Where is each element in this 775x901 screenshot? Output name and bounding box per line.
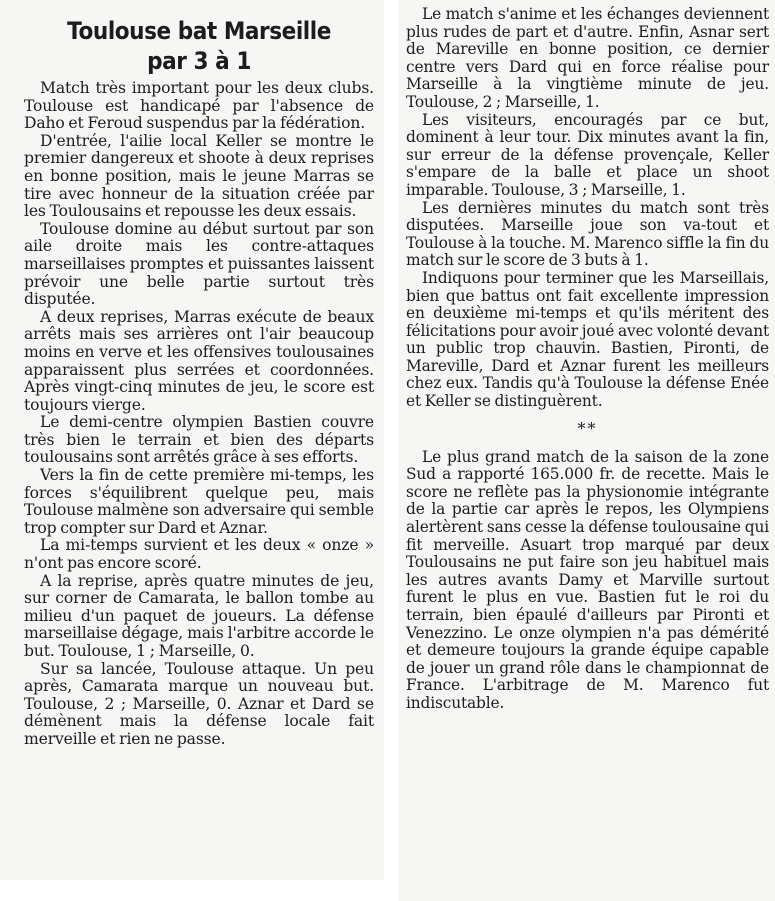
headline-line-2: par 3 à 1 bbox=[147, 47, 251, 75]
paragraph: Match très important pour les deux clubs. Toulouse est handicapé par l'absence de Daho et Feroud suspendus par la fédération. bbox=[24, 79, 374, 133]
column-gutter bbox=[384, 0, 398, 901]
paragraph: Indiquons pour terminer que les Marseillais, bien que battus ont fait excellente impression en deuxième mi-temps et qu'ils méritent des félicitations pour avoir joué avec volonté devant un public trop chauvin. Bastien, Pironti, de Mareville, Dard et Aznar furent les meilleurs chez eux. Tandis qu'à Toulouse la défense Enée et Keller se distinguèrent. bbox=[406, 268, 769, 411]
page-margin bbox=[0, 880, 384, 901]
paragraph: A deux reprises, Marras exécute de beaux arrêts mais ses arrières ont l'air beaucoup moins en verve et les offensives toulousaines apparaissent plus serrées et coordonnées. Après vingt-cinq minutes de jeu, le score est toujours vierge. bbox=[24, 307, 374, 414]
paragraph: Le match s'anime et les échanges deviennent plus rudes de part et d'autre. Enfin, Asnar sert de Mareville en bonne position, ce dernier centre vers Dard qui en force réalise pour Marseille à la vingtième minute de jeu. Toulouse, 2 ; Marseille, 1. bbox=[406, 5, 769, 111]
article-left-column bbox=[0, 0, 384, 880]
article-right-column bbox=[398, 0, 775, 901]
paragraph: Vers la fin de cette première mi-temps, les forces s'équilibrent quelque peu, mais Toulouse malmène son adversaire qui semble trop compter sur Dard et Aznar. bbox=[24, 466, 374, 537]
paragraph: Toulouse domine au début surtout par son aile droite mais les contre-attaques marseillaises promptes et puissantes laissent prévoir une belle partie surtout très disputée. bbox=[24, 219, 374, 309]
paragraph: D'entrée, l'ailie local Keller se montre le premier dangereux et shoote à deux reprises en bonne position, mais le jeune Marras se tire avec honneur de la situation créée par les Toulousains et repousse les deux essais. bbox=[24, 131, 374, 221]
section-separator: ** bbox=[577, 418, 598, 438]
paragraph: Le demi-centre olympien Bastien couvre très bien le terrain et bien des départs toulousains sont arrêtés grâce à ses efforts. bbox=[24, 413, 374, 467]
paragraph: A la reprise, après quatre minutes de jeu, sur corner de Camarata, le ballon tombe au milieu d'un paquet de joueurs. La défense marseillaise dégage, mais l'arbitre accorde le but. Toulouse, 1 ; Marseille, 0. bbox=[24, 571, 374, 660]
paragraph: Sur sa lancée, Toulouse attaque. Un peu après, Camarata marque un nouveau but. Toulouse, 2 ; Marseille, 0. Aznar et Dard se démènent mais la défense locale fait merveille et rien ne passe. bbox=[24, 659, 374, 748]
paragraph: La mi-temps survient et les deux « onze » n'ont pas encore scoré. bbox=[24, 536, 374, 573]
paragraph: Les visiteurs, encouragés par ce but, dominent à leur tour. Dix minutes avant la fin, sur erreur de la défense provençale, Keller s'empare de la balle et place un shoot imparable. Toulouse, 3 ; Marseille, 1. bbox=[406, 110, 769, 199]
paragraph: Les dernières minutes du match sont très disputées. Marseille joue son va-tout et Toulouse à la touche. M. Marenco siffle la fin du match sur le score de 3 buts à 1. bbox=[406, 198, 769, 270]
paragraph: Le plus grand match de la saison de la zone Sud a rapporté 165.000 fr. de recette. Mais le score ne reflète pas la physionomie intégrante de la partie car après le repos, les Olympiens alertèrent sans cesse la défense toulousaine qui fit merveille. Asuart trop marqué par deux Toulousains ne put faire son jeu habituel mais les autres avants Damy et Marville surtout furent le plus en vue. Bastien fut le roi du terrain, bien épaulé d'ailleurs par Pironti et Venezzino. Le onze olympien n'a pas démérité et demeure toujours la grande équipe capable de jouer un grand rôle dans le championnat de France. L'arbitrage de M. Marenco fut indiscutable. bbox=[406, 447, 769, 712]
headline-line-1: Toulouse bat Marseille bbox=[67, 17, 331, 45]
article-headline bbox=[42, 16, 357, 76]
